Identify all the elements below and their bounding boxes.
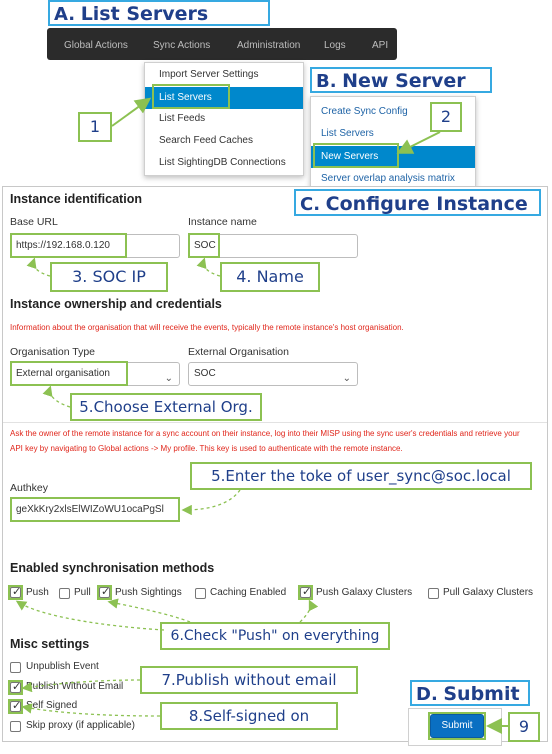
highlight-list-servers xyxy=(152,84,230,109)
callout-9-text: 9 xyxy=(518,717,530,736)
section-title-d xyxy=(410,680,530,706)
section-title-c xyxy=(294,189,541,216)
push-checkbox[interactable] xyxy=(10,587,21,598)
callout-8-text: Self-signed on xyxy=(203,707,310,725)
skip-proxy-label: Skip proxy (if applicable) xyxy=(26,720,135,731)
callout-3-text: SOC IP xyxy=(92,267,146,286)
push-sightings-checkbox[interactable] xyxy=(99,587,110,598)
callout-5b-text: Enter the toke of user_sync@soc.local xyxy=(225,467,511,485)
base-url-label: Base URL xyxy=(10,216,58,228)
instance-name-label: Instance name xyxy=(188,216,257,228)
highlight-org-type xyxy=(10,361,128,386)
callout-1-text: 1 xyxy=(89,117,101,136)
nav-sync-actions[interactable]: Sync Actions xyxy=(153,40,211,51)
callout-5a-num: 5. xyxy=(79,398,94,416)
push-sightings-label: Push Sightings xyxy=(115,587,182,598)
credentials-info-text: Ask the owner of the remote instance for a sync account on their instance, log into their MISP using the sync user's credentials and retrieve your API key by navigating to Global actions -> My profile. This key is used to authenticate with the remote instance. xyxy=(10,429,520,453)
push-galaxy-clusters-checkbox[interactable] xyxy=(300,587,311,598)
pull-checkbox[interactable] xyxy=(59,588,70,599)
heading-misc-settings: Misc settings xyxy=(10,637,90,651)
callout-4-text: Name xyxy=(256,267,304,286)
callout-7-text: Publish without email xyxy=(175,671,337,689)
section-title-text: New Server xyxy=(342,70,466,92)
publish-without-email-checkbox[interactable] xyxy=(10,682,21,693)
section-letter: C. xyxy=(300,194,321,215)
highlight-new-servers xyxy=(313,143,399,168)
section-letter: B. xyxy=(316,71,337,92)
highlight-base-url xyxy=(10,233,127,258)
section-title-b xyxy=(310,67,492,93)
nav-api[interactable]: API xyxy=(372,40,389,51)
external-org-value: SOC xyxy=(194,368,216,379)
callout-3-num: 3. xyxy=(72,267,88,286)
navbar xyxy=(47,28,397,60)
callout-5b-num: 5. xyxy=(211,467,226,485)
menu-item-new-servers[interactable]: New Servers xyxy=(311,146,475,168)
caching-enabled-checkbox[interactable] xyxy=(195,588,206,599)
section-title-text: List Servers xyxy=(80,3,209,25)
callout-4 xyxy=(220,262,320,292)
pull-galaxy-clusters-label: Pull Galaxy Clusters xyxy=(443,587,534,598)
external-org-label: External Organisation xyxy=(188,346,289,358)
instance-name-input[interactable]: SOC xyxy=(188,234,358,258)
sync-actions-menu xyxy=(144,62,304,176)
external-org-select[interactable] xyxy=(188,362,358,386)
callout-2-text: 2 xyxy=(440,107,452,126)
ownership-info-text: Information about the organisation that will receive the events, typically the remote instance's host organisation. xyxy=(10,323,404,332)
callout-8-num: 8. xyxy=(188,707,204,725)
menu-item-create-sync-config[interactable]: Create Sync Config xyxy=(321,106,408,117)
base-url-input[interactable]: https://192.168.0.120 xyxy=(10,234,180,258)
authkey-label: Authkey xyxy=(10,482,48,494)
menu-item-list-feeds[interactable]: List Feeds xyxy=(159,113,206,124)
unpublish-event-checkbox[interactable] xyxy=(10,662,21,673)
publish-without-email-label: Publish Without Email xyxy=(26,681,124,692)
arrow-1 xyxy=(112,100,148,126)
self-signed-checkbox[interactable] xyxy=(10,701,21,712)
push-label: Push xyxy=(26,587,49,598)
menu-item-server-overlap[interactable]: Server overlap analysis matrix xyxy=(321,173,455,184)
divider xyxy=(3,422,547,423)
authkey-input[interactable]: geXkKry2xlsElWIZoWU1ocaPgSl xyxy=(10,498,180,522)
pull-label: Pull xyxy=(74,587,91,598)
callout-7 xyxy=(140,666,358,694)
heading-sync-methods: Enabled synchronisation methods xyxy=(10,561,215,575)
section-letter: D. xyxy=(416,684,438,705)
chevron-down-icon: ⌄ xyxy=(342,373,351,384)
unpublish-event-label: Unpublish Event xyxy=(26,661,99,672)
callout-9 xyxy=(508,712,540,742)
menu-item-list-sightingdb[interactable]: List SightingDB Connections xyxy=(159,157,286,168)
pull-galaxy-clusters-checkbox[interactable] xyxy=(428,588,439,599)
highlight-instance-name xyxy=(188,233,220,258)
menu-item-list-servers[interactable]: List Servers xyxy=(145,87,303,109)
section-title-a xyxy=(48,0,270,26)
callout-6-num: 6. xyxy=(170,628,184,644)
push-galaxy-clusters-label: Push Galaxy Clusters xyxy=(316,587,413,598)
callout-4-num: 4. xyxy=(236,267,252,286)
chevron-down-icon: ⌄ xyxy=(164,373,173,384)
callout-5a xyxy=(70,393,262,421)
menu-item-import-server-settings[interactable]: Import Server Settings xyxy=(159,69,259,80)
heading-instance-identification: Instance identification xyxy=(10,192,142,206)
callout-6-text: Check "Push" on everything xyxy=(183,628,380,644)
callout-7-num: 7. xyxy=(161,671,176,689)
section-letter: A. xyxy=(54,4,76,25)
heading-ownership: Instance ownership and credentials xyxy=(10,297,222,311)
submit-button[interactable]: Submit xyxy=(430,714,484,738)
callout-1 xyxy=(78,112,112,142)
section-title-text: Submit xyxy=(443,683,520,705)
org-type-label: Organisation Type xyxy=(10,346,96,358)
nav-global-actions[interactable]: Global Actions xyxy=(64,40,128,51)
menu-item-search-feed-caches[interactable]: Search Feed Caches xyxy=(159,135,253,146)
menu-item-list-servers[interactable]: List Servers xyxy=(321,128,374,139)
caching-enabled-label: Caching Enabled xyxy=(210,587,287,598)
section-title-text: Configure Instance xyxy=(325,193,528,215)
highlight-authkey xyxy=(10,497,180,522)
highlight-submit xyxy=(428,712,486,740)
nav-logs[interactable]: Logs xyxy=(324,40,346,51)
skip-proxy-checkbox[interactable] xyxy=(10,721,21,732)
org-type-value: External organisation xyxy=(16,368,110,379)
callout-6 xyxy=(160,622,390,650)
callout-5a-text: Choose External Org. xyxy=(93,398,253,416)
callout-3 xyxy=(50,262,168,292)
nav-administration[interactable]: Administration xyxy=(237,40,301,51)
callout-5b xyxy=(190,462,532,490)
self-signed-label: Self Signed xyxy=(26,700,78,711)
callout-2 xyxy=(430,102,462,132)
callout-8 xyxy=(160,702,338,730)
